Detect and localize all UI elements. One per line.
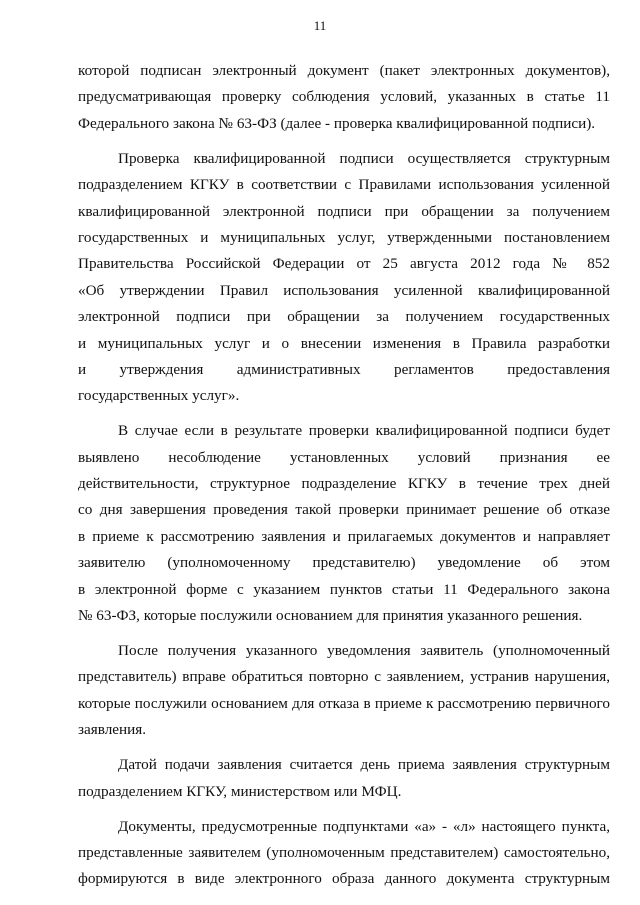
text-line: действительности, структурное подразделение КГКУ в течение трех дней xyxy=(78,475,610,493)
text-line: подразделением КГКУ в соответствии с Правилами использования усиленной xyxy=(78,176,610,194)
text-line: Документы, предусмотренные подпунктами «а» - «л» настоящего пункта, xyxy=(118,817,610,835)
text-line: в электронной форме с указанием пунктов статьи 11 Федерального закона xyxy=(78,580,610,598)
text-line: представитель) вправе обратиться повторно с заявлением, устранив нарушения, xyxy=(78,668,610,686)
paragraph-gap xyxy=(78,137,610,146)
paragraph-p1 xyxy=(78,58,610,137)
text-line: «Об утверждении Правил использования усиленной квалифицированной xyxy=(78,281,610,299)
text-line: Датой подачи заявления считается день приема заявления структурным xyxy=(118,756,610,774)
text-line: заявления. xyxy=(78,721,147,739)
paragraph-p5 xyxy=(78,752,610,805)
text-line: Федерального закона № 63-ФЗ (далее - проверка квалифицированной подписи). xyxy=(78,114,596,132)
text-line: со дня завершения проведения такой проверки принимает решение об отказе xyxy=(78,501,610,519)
text-line: предусматривающая проверку соблюдения условий, указанных в статье 11 xyxy=(78,88,610,106)
text-line: В случае если в результате проверки квалифицированной подписи будет xyxy=(118,422,610,440)
paragraph-p6 xyxy=(78,814,610,893)
text-line: которые послужили основанием для отказа в приеме к рассмотрению первичного xyxy=(78,694,610,712)
text-line: формируются в виде электронного образа данного документа структурным xyxy=(78,870,610,888)
text-line: государственных и муниципальных услуг, утвержденными постановлением xyxy=(78,228,610,246)
text-line: заявителю (уполномоченному представителю) уведомление об этом xyxy=(78,554,610,572)
text-line: № 63-ФЗ, которые послужили основанием для принятия указанного решения. xyxy=(78,607,583,624)
text-line: и утверждения административных регламентов предоставления xyxy=(78,360,610,378)
text-line: Проверка квалифицированной подписи осуществляется структурным xyxy=(118,149,610,167)
text-line: электронной подписи при обращении за получением государственных xyxy=(78,308,610,326)
document-body xyxy=(78,58,610,893)
text-line: представленные заявителем (уполномоченным представителем) самостоятельно, xyxy=(78,843,610,861)
text-line: которой подписан электронный документ (пакет электронных документов), xyxy=(78,62,610,79)
paragraph-gap xyxy=(78,744,610,753)
text-line: выявлено несоблюдение установленных условий признания ее xyxy=(78,448,610,466)
paragraph-p4 xyxy=(78,638,610,744)
text-line: в приеме к рассмотрению заявления и прилагаемых документов и направляет xyxy=(78,527,610,545)
text-line: квалифицированной электронной подписи при обращении за получением xyxy=(78,202,610,220)
paragraph-gap xyxy=(78,410,610,419)
text-line: государственных услуг». xyxy=(78,387,240,405)
text-line: подразделением КГКУ, министерством или МФЦ. xyxy=(78,782,402,800)
paragraph-gap xyxy=(78,629,610,638)
paragraph-p2 xyxy=(78,146,610,410)
text-line: После получения указанного уведомления заявитель (уполномоченный xyxy=(118,641,610,659)
page-number: 11 xyxy=(313,18,327,33)
text-line: Правительства Российской Федерации от 25 августа 2012 года № 852 xyxy=(78,255,610,273)
paragraph-p3 xyxy=(78,418,610,629)
text-line: и муниципальных услуг и о внесении изменения в Правила разработки xyxy=(78,334,610,352)
paragraph-gap xyxy=(78,805,610,814)
